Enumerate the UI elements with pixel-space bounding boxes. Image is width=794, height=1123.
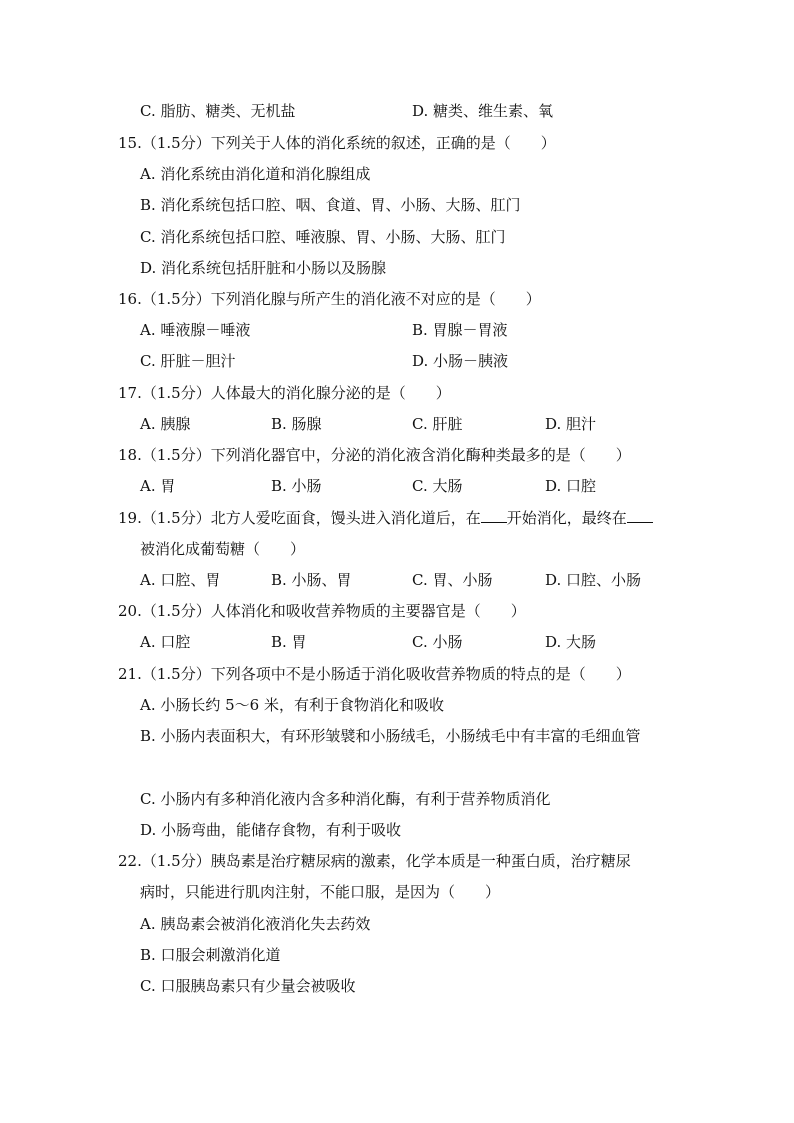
option-d-prev: D. 糖类、维生素、氧 (412, 102, 554, 120)
question-17-option-c: C. 肝脏 (412, 415, 463, 433)
question-18-option-d: D. 口腔 (545, 477, 597, 495)
question-15-option-c: C. 消化系统包括口腔、唾液腺、胃、小肠、大肠、肛门 (140, 228, 506, 246)
fill-blank (627, 508, 653, 523)
question-22-stem-line1: 22.（1.5分）胰岛素是治疗糖尿病的激素，化学本质是一种蛋白质，治疗糖尿 (118, 852, 631, 870)
question-17-option-b: B. 肠腺 (271, 415, 322, 433)
question-21-option-c: C. 小肠内有多种消化液内含多种消化酶，有利于营养物质消化 (140, 790, 551, 808)
question-16-stem: 16.（1.5分）下列消化腺与所产生的消化液不对应的是（ ） (118, 290, 541, 308)
question-19-stem-part1: 19.（1.5分）北方人爱吃面食，馒头进入消化道后，在 (118, 509, 481, 527)
question-22-option-b: B. 口服会刺激消化道 (140, 946, 281, 964)
option-c-prev: C. 脂肪、糖类、无机盐 (140, 102, 296, 120)
question-16-option-c: C. 肝脏－胆汁 (140, 352, 236, 370)
fill-blank (481, 508, 507, 523)
question-17-stem: 17.（1.5分）人体最大的消化腺分泌的是（ ） (118, 384, 451, 402)
question-20-option-d: D. 大肠 (545, 633, 597, 651)
question-16-option-b: B. 胃腺－胃液 (412, 321, 508, 339)
question-19-option-d: D. 口腔、小肠 (545, 571, 642, 589)
question-21-option-a: A. 小肠长约 5～6 米，有利于食物消化和吸收 (140, 696, 444, 714)
question-21-option-d: D. 小肠弯曲，能储存食物，有利于吸收 (140, 821, 402, 839)
question-22-option-a: A. 胰岛素会被消化液消化失去药效 (140, 915, 371, 933)
question-22-stem-line2: 病时，只能进行肌肉注射，不能口服，是因为（ ） (140, 883, 501, 901)
question-16-option-d: D. 小肠－胰液 (412, 352, 509, 370)
question-20-option-c: C. 小肠 (412, 633, 463, 651)
question-20-option-a: A. 口腔 (140, 633, 191, 651)
question-15-option-d: D. 消化系统包括肝脏和小肠以及肠腺 (140, 259, 387, 277)
question-20-option-b: B. 胃 (271, 633, 307, 651)
question-21-option-b: B. 小肠内表面积大，有环形皱襞和小肠绒毛，小肠绒毛中有丰富的毛细血管 (140, 727, 641, 745)
question-17-option-a: A. 胰腺 (140, 415, 191, 433)
question-19-stem-part2: 开始消化，最终在 (506, 509, 627, 527)
question-18-option-c: C. 大肠 (412, 477, 463, 495)
question-19-option-a: A. 口腔、胃 (140, 571, 221, 589)
question-15-stem: 15.（1.5分）下列关于人体的消化系统的叙述，正确的是（ ） (118, 134, 556, 152)
question-19-stem (118, 507, 653, 529)
question-17-option-d: D. 胆汁 (545, 415, 597, 433)
question-20-stem: 20.（1.5分）人体消化和吸收营养物质的主要器官是（ ） (118, 602, 526, 620)
question-19-option-c: C. 胃、小肠 (412, 571, 493, 589)
question-19-stem-line2: 被消化成葡萄糖（ ） (140, 540, 306, 558)
question-18-option-b: B. 小肠 (271, 477, 322, 495)
question-18-option-a: A. 胃 (140, 477, 176, 495)
question-22-option-c: C. 口服胰岛素只有少量会被吸收 (140, 977, 356, 995)
question-15-option-a: A. 消化系统由消化道和消化腺组成 (140, 165, 371, 183)
question-16-option-a: A. 唾液腺－唾液 (140, 321, 251, 339)
question-15-option-b: B. 消化系统包括口腔、咽、食道、胃、小肠、大肠、肛门 (140, 196, 521, 214)
question-19-option-b: B. 小肠、胃 (271, 571, 352, 589)
question-18-stem: 18.（1.5分）下列消化器官中，分泌的消化液含消化酶种类最多的是（ ） (118, 446, 631, 464)
question-21-stem: 21.（1.5分）下列各项中不是小肠适于消化吸收营养物质的特点的是（ ） (118, 665, 631, 683)
